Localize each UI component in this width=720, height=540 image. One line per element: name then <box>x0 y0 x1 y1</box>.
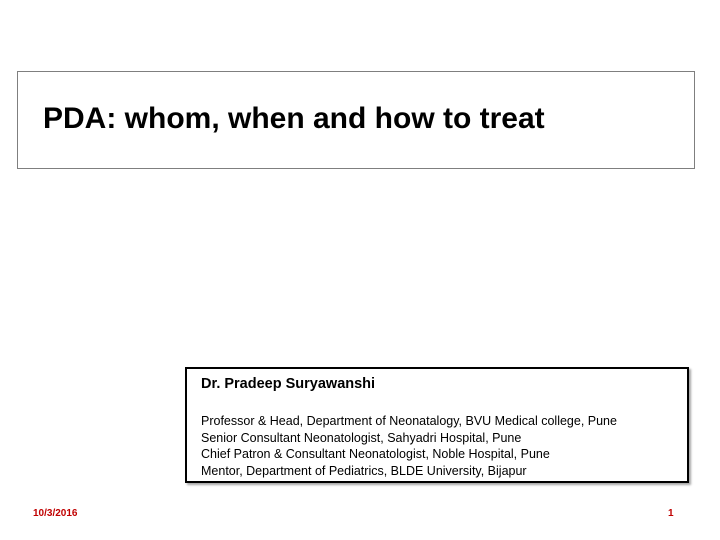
affiliation-list <box>201 413 617 479</box>
affiliation-line: Chief Patron & Consultant Neonatologist, Noble Hospital, Pune <box>201 447 550 461</box>
affiliation-line: Mentor, Department of Pediatrics, BLDE University, Bijapur <box>201 463 527 478</box>
footer-date: 10/3/2016 <box>33 508 78 519</box>
author-box <box>185 367 689 483</box>
author-name: Dr. Pradeep Suryawanshi <box>201 376 376 392</box>
page-number: 1 <box>668 508 674 519</box>
slide-title: PDA: whom, when and how to treat <box>43 102 545 135</box>
affiliation-line: Professor & Head, Department of Neonatalogy, BVU Medical college, Pune <box>201 414 617 428</box>
title-box <box>17 71 695 169</box>
affiliation-line: Senior Consultant Neonatologist, Sahyadri Hospital, Pune <box>201 430 522 445</box>
